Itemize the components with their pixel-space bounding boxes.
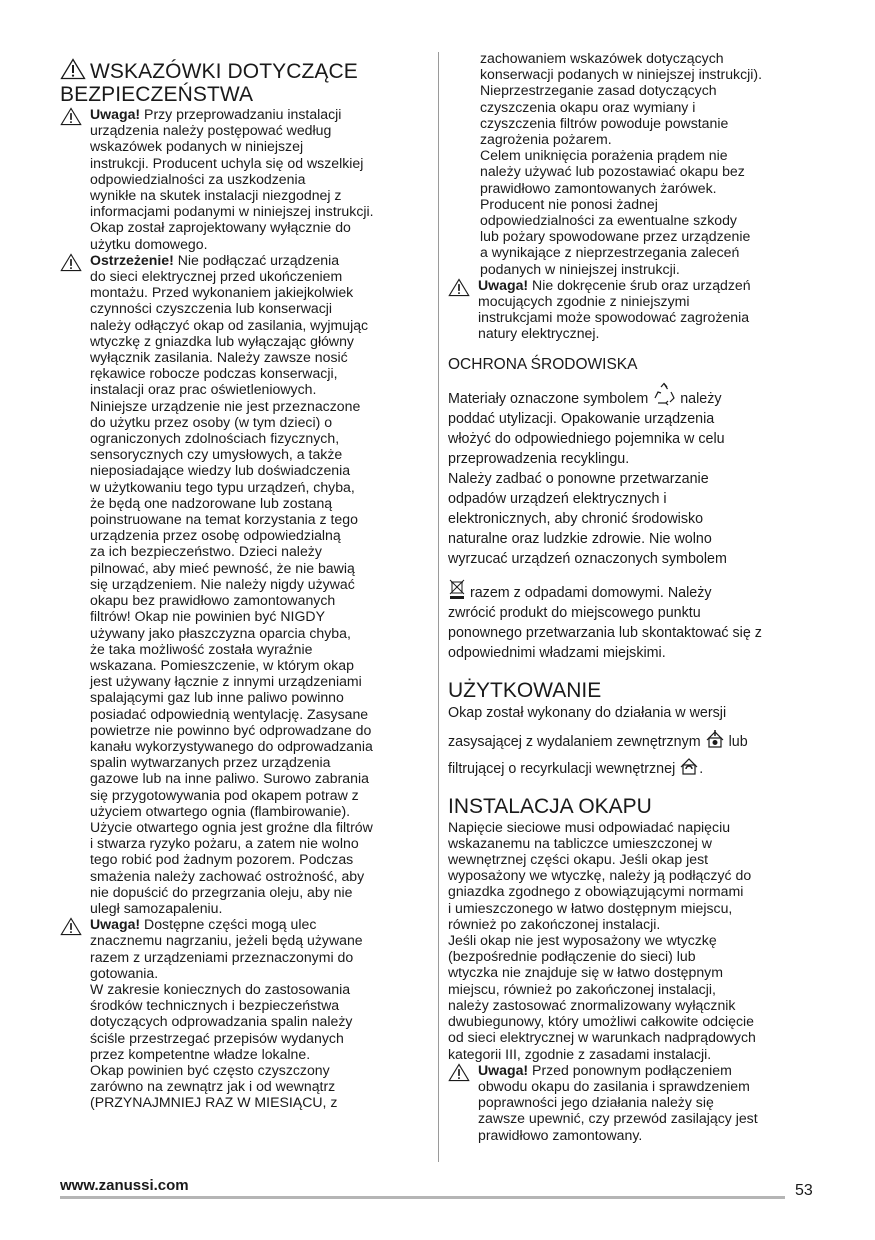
- warning-triangle-icon: [60, 107, 82, 126]
- warning-block-1: Uwaga! Przy przeprowadzaniu instalacji urządzenia należy postępować według wskazówek podanych w niniejszej instrukcji. Producent uchyla się od wszelkiej odpowiedzialności za uszkodzenia wynikłe na skutek instalacji niezgodnej z informacjami podanymi w niniejszej instrukcji. Okap został zaprojektowany wyłącznie do użytku domowego.: [60, 106, 430, 252]
- warning-block-3: Uwaga! Dostępne części mogą ulec znacznemu nagrzaniu, jeżeli będą używane razem z urządzeniami przeznaczonymi do gotowania.: [60, 916, 430, 981]
- usage-heading: UŻYTKOWANIE: [448, 678, 602, 702]
- recirculation-mode-icon: [679, 756, 699, 776]
- cleaning-paragraph: zachowaniem wskazówek dotyczących konserwacji podanych w niniejszej instrukcji). Nieprzestrzeganie zasad dotyczących czyszczenia okapu oraz wymiany i czyszczenia filtrów powoduje powstanie zagrożenia pożarem. Celem uniknięcia porażenia prądem nie należy używać lub pozostawiać okapu bez prawidłowo zamontowanych żarówek. Producent nie ponosi żadnej odpowiedzialności za ewentualne szkody lub pożary spowodowane przez urządzenie a wynikające z nieprzestrzegania zaleceń podanych w niniejszej instrukcji.: [480, 50, 762, 277]
- footer-url[interactable]: www.zanussi.com: [60, 1177, 189, 1194]
- installation-heading: INSTALACJA OKAPU: [448, 794, 652, 818]
- left-column: [60, 50, 430, 1111]
- warning-label: Uwaga!: [90, 916, 141, 933]
- environment-heading: OCHRONA ŚRODOWISKA: [448, 355, 638, 373]
- warning-label: Uwaga!: [90, 106, 141, 122]
- right-column: [448, 50, 820, 1143]
- warning-label: Uwaga!: [478, 1061, 529, 1078]
- page-number: 53: [795, 1182, 813, 1199]
- footer-rule: [60, 1196, 785, 1199]
- warning-triangle-icon: [60, 917, 82, 936]
- warning-block-5: Uwaga! Przed ponownym podłączeniem obwodu okapu do zasilania i sprawdzeniem poprawności jego działania należy się zawsze upewnić, czy przewód zasilający jest prawidłowo zamontowany.: [448, 1062, 820, 1143]
- warning-triangle-icon: [448, 1063, 470, 1082]
- safety-title: WSKAZÓWKI DOTYCZĄCE BEZPIECZEŃSTWA: [60, 60, 358, 106]
- column-divider: [438, 52, 439, 1162]
- warning-label: Uwaga!: [478, 276, 529, 293]
- installation-paragraph: Napięcie sieciowe musi odpowiadać napięciu wskazanemu na tabliczce umieszczonej w wewnętrznej części okapu. Jeśli okap jest wyposażony we wtyczkę, należy ją podłączyć do gniazdka zgodnego z obowiązującymi normami i umieszczonego w łatwo dostępnym miejscu, również po zakończonej instalacji. Jeśli okap nie jest wyposażony we wtyczkę (bezpośrednie podłączenie do sieci) lub wtyczka nie znajduje się w łatwo dostępnym miejscu, również po zakończonej instalacji, należy zastosować znormalizowany wyłącznik dwubiegunowy, który umożliwi całkowite odcięcie od sieci elektrycznej w warunkach nadprądowych kategorii III, zgodnie z zasadami instalacji.: [448, 818, 756, 1062]
- usage-paragraph: Okap został wykonany do działania w wersji zasysającej z wydalaniem zewnętrznym lub filtrującej o recyrkulacji wewnętrznej .: [448, 704, 748, 777]
- crossed-bin-icon: [448, 578, 466, 600]
- warning-label: Ostrzeżenie!: [90, 251, 174, 268]
- extraction-mode-icon: [705, 729, 725, 749]
- environment-paragraph: Materiały oznaczone symbolem należy poddać utylizacji. Opakowanie urządzenia włożyć do odpowiedniego pojemnika w celu przeprowadzenia recyklingu. Należy zadbać o ponowne przetwarzanie odpadów urządzeń elektrycznych i elektronicznych, aby chronić środowisko naturalne oraz ludzkie zdrowie. Nie wolno wyrzucać urządzeń oznaczonych symbolem razem z odpadami domowymi. Należy zwrócić produkt do miejscowego punktu ponownego przetwarzania lub skontaktować się z odpowiednimi władzami miejskimi.: [448, 382, 820, 663]
- ventilation-paragraph: W zakresie koniecznych do zastosowania środków technicznych i bezpieczeństwa dotyczących odprowadzania spalin należy ściśle przestrzegać przepisów wydanych przez kompetentne władze lokalne. Okap powinien być często czyszczony zarówno na zewnątrz jak i od wewnątrz (PRZYNAJMNIEJ RAZ W MIESIĄCU, z: [90, 980, 353, 1111]
- warning-triangle-icon: [448, 278, 470, 297]
- warning-triangle-icon: [60, 58, 86, 80]
- warning-block-2: Ostrzeżenie! Nie podłączać urządzenia do sieci elektrycznej przed ukończeniem montażu. Przed wykonaniem jakiejkolwiek czynności czyszczenia lub konserwacji należy odłączyć okap od zasilania, wyjmując wtyczkę z gniazdka lub wyłączając główny wyłącznik zasilania. Należy zawsze nosić rękawice robocze podczas konserwacji, instalacji oraz prac oświetleniowych. Niniejsze urządzenie nie jest przeznaczone do użytku przez osoby (w tym dzieci) o ograniczonych zdolnościach fizycznych, sensorycznych czy umysłowych, a także nieposiadające wiedzy lub doświadczenia w użytkowaniu tego typu urządzeń, chyba, że będą one nadzorowane lub zostaną poinstruowane na temat korzystania z tego urządzenia przez osobę odpowiedzialną za ich bezpieczeństwo. Dzieci należy pilnować, aby mieć pewność, że nie bawią się urządzeniem. Nie należy nigdy używać okapu bez prawidłowo zamontowanych filtrów! Okap nie powinien być NIGDY używany jako płaszczyzna oparcia chyba, że taka możliwość została wyraźnie wskazana. Pomieszczenie, w którym okap jest używany łącznie z innymi urządzeniami spalającymi gaz lub inne paliwo powinno posiadać odpowiednią wentylację. Zasysane powietrze nie powinno być odprowadzane do kanału wykorzystywanego do odprowadzania spalin wytwarzanych przez urządzenia gazowe lub na inne paliwo. Surowo zabrania się przygotowywania pod okapem potraw z użyciem otwartego ognia (flambirowanie). Użycie otwartego ognia jest groźne dla filtrów i stwarza ryzyko pożaru, a zatem nie wolno tego robić pod żadnym pozorem. Podczas smażenia należy zachować ostrożność, aby nie dopuścić do przegrzania oleju, aby nie uległ samozapaleniu.: [60, 252, 430, 916]
- warning-block-4: Uwaga! Nie dokręcenie śrub oraz urządzeń mocujących zgodnie z niniejszymi instrukcjami może spowodować zagrożenia natury elektrycznej.: [448, 277, 820, 342]
- warning-triangle-icon: [60, 253, 82, 272]
- recycle-icon: [652, 382, 676, 406]
